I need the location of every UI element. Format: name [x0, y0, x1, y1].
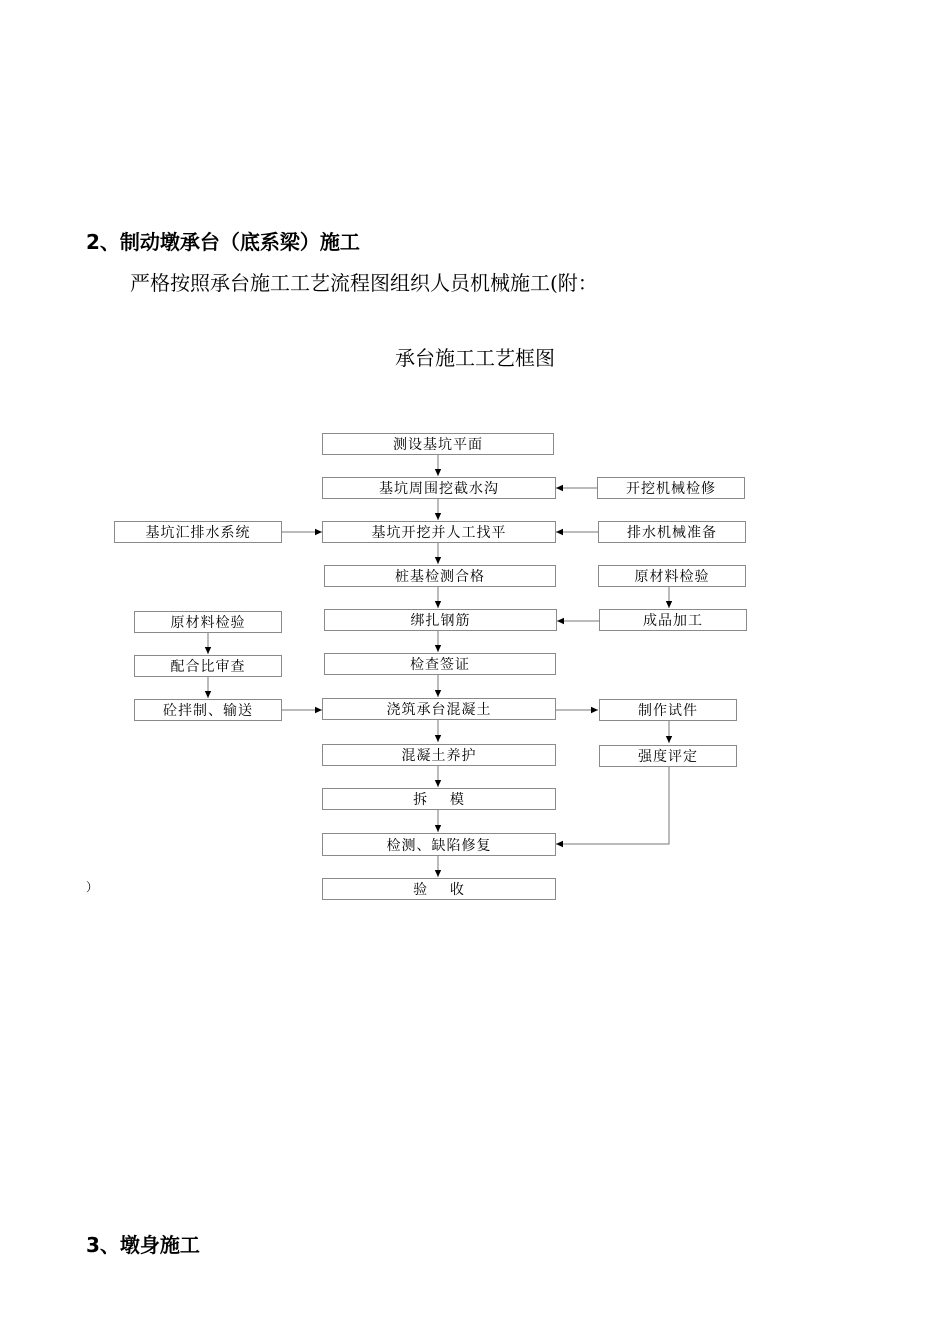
- flow-step-acceptance: 验 收: [322, 878, 556, 900]
- flow-right-raw-material: 原材料检验: [598, 565, 746, 587]
- flow-right-processing: 成品加工: [599, 609, 747, 631]
- flow-step-pour-concrete: 浇筑承台混凝土: [322, 698, 556, 720]
- flow-step-excavation: 基坑开挖并人工找平: [322, 521, 556, 543]
- flow-left-drainage-system: 基坑汇排水系统: [114, 521, 282, 543]
- flow-left-mixing: 砼拌制、输送: [134, 699, 282, 721]
- flow-right-specimen: 制作试件: [599, 699, 737, 721]
- flow-step-drainage-ditch: 基坑周围挖截水沟: [322, 477, 556, 499]
- arrow-strength-return: [556, 767, 669, 844]
- stray-bracket: ）: [86, 880, 99, 894]
- intro-paragraph: 严格按照承台施工工艺流程图组织人员机械施工(附：: [130, 271, 598, 295]
- section-heading-3: 3、墩身施工: [86, 1233, 200, 1257]
- flow-right-excavator-check: 开挖机械检修: [597, 477, 745, 499]
- figure-title: 承台施工工艺框图: [395, 346, 555, 370]
- flow-left-mix-review: 配合比审查: [134, 655, 282, 677]
- flow-left-raw-material: 原材料检验: [134, 611, 282, 633]
- flow-step-curing: 混凝土养护: [322, 744, 556, 766]
- flow-right-pump-prep: 排水机械准备: [598, 521, 746, 543]
- flow-step-formwork-removal: 拆 模: [322, 788, 556, 810]
- section-heading-2: 2、制动墩承台（底系梁）施工: [86, 230, 360, 254]
- flow-step-pile-test: 桩基检测合格: [324, 565, 556, 587]
- flow-step-defect-repair: 检测、缺陷修复: [322, 833, 556, 856]
- flow-right-strength: 强度评定: [599, 745, 737, 767]
- flow-step-rebar: 绑扎钢筋: [324, 609, 557, 631]
- flow-step-inspection: 检查签证: [324, 653, 556, 675]
- flow-step-survey: 测设基坑平面: [322, 433, 554, 455]
